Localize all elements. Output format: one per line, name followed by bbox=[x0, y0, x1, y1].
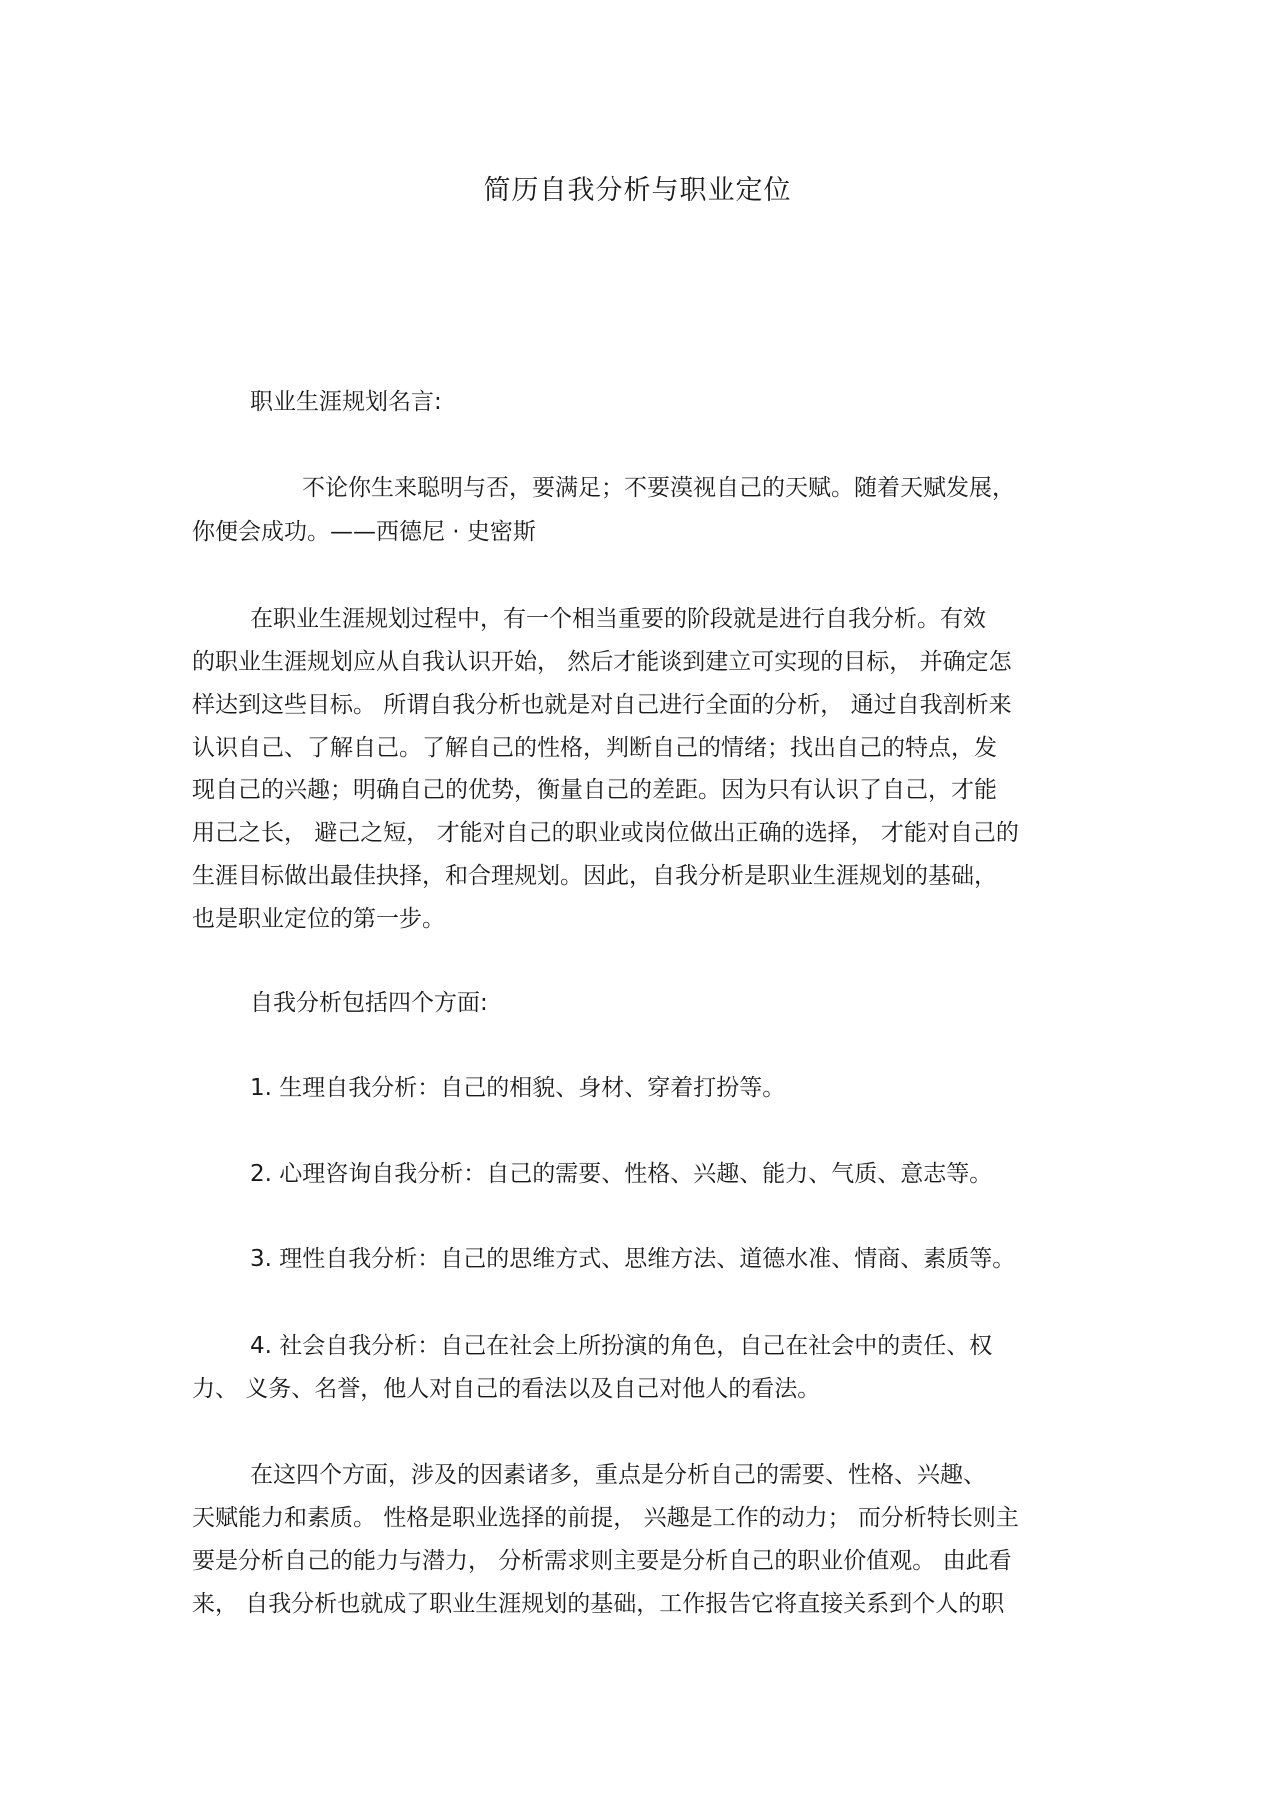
intro-line: 生涯目标做出最佳抉择，和合理规划。因此，自我分析是职业生涯规划的基础， bbox=[192, 863, 997, 889]
quote-heading: 职业生涯规划名言: bbox=[250, 389, 442, 415]
intro-line: 在职业生涯规划过程中，有一个相当重要的阶段就是进行自我分析。有效 bbox=[250, 606, 986, 632]
quote-line: 你便会成功。——西德尼 · 史密斯 bbox=[192, 519, 536, 545]
list-item-continuation: 力、 义务、名誉，他人对自己的看法以及自己对他人的看法。 bbox=[192, 1376, 821, 1402]
intro-line: 现自己的兴趣；明确自己的优势，衡量自己的差距。因为只有认识了自己，才能 bbox=[192, 777, 997, 803]
list-item: 2. 心理咨询自我分析：自己的需要、性格、兴趣、能力、气质、意志等。 bbox=[250, 1161, 993, 1187]
list-item: 3. 理性自我分析：自己的思维方式、思维方法、道德水准、情商、素质等。 bbox=[250, 1246, 1016, 1272]
document-title: 简历自我分析与职业定位 bbox=[483, 175, 792, 206]
closing-line: 在这四个方面，涉及的因素诸多，重点是分析自己的需要、性格、兴趣、 bbox=[250, 1462, 986, 1488]
closing-line: 天赋能力和素质。 性格是职业选择的前提， 兴趣是工作的动力； 而分析特长则主 bbox=[192, 1505, 1019, 1531]
aspects-heading: 自我分析包括四个方面: bbox=[250, 990, 488, 1016]
list-item: 4. 社会自我分析：自己在社会上所扮演的角色，自己在社会中的责任、权 bbox=[250, 1333, 993, 1359]
intro-line: 认识自己、了解自己。了解自己的性格，判断自己的情绪；找出自己的特点，发 bbox=[192, 735, 997, 761]
closing-line: 来， 自我分析也就成了职业生涯规划的基础，工作报告它将直接关系到个人的职 bbox=[192, 1591, 1005, 1617]
intro-line: 的职业生涯规划应从自我认识开始， 然后才能谈到建立可实现的目标， 并确定怎 bbox=[192, 649, 1012, 675]
intro-line: 样达到这些目标。 所谓自我分析也就是对自己进行全面的分析， 通过自我剖析来 bbox=[192, 692, 1012, 718]
intro-line: 也是职业定位的第一步。 bbox=[192, 906, 445, 932]
closing-line: 要是分析自己的能力与潜力， 分析需求则主要是分析自己的职业价值观。 由此看 bbox=[192, 1548, 1012, 1574]
intro-line: 用己之长， 避己之短， 才能对自己的职业或岗位做出正确的选择， 才能对自己的 bbox=[192, 820, 1019, 846]
quote-line: 不论你生来聪明与否，要满足；不要漠视自己的天赋。随着天赋发展， bbox=[302, 475, 1015, 501]
list-item: 1. 生理自我分析：自己的相貌、身材、穿着打扮等。 bbox=[250, 1075, 786, 1101]
